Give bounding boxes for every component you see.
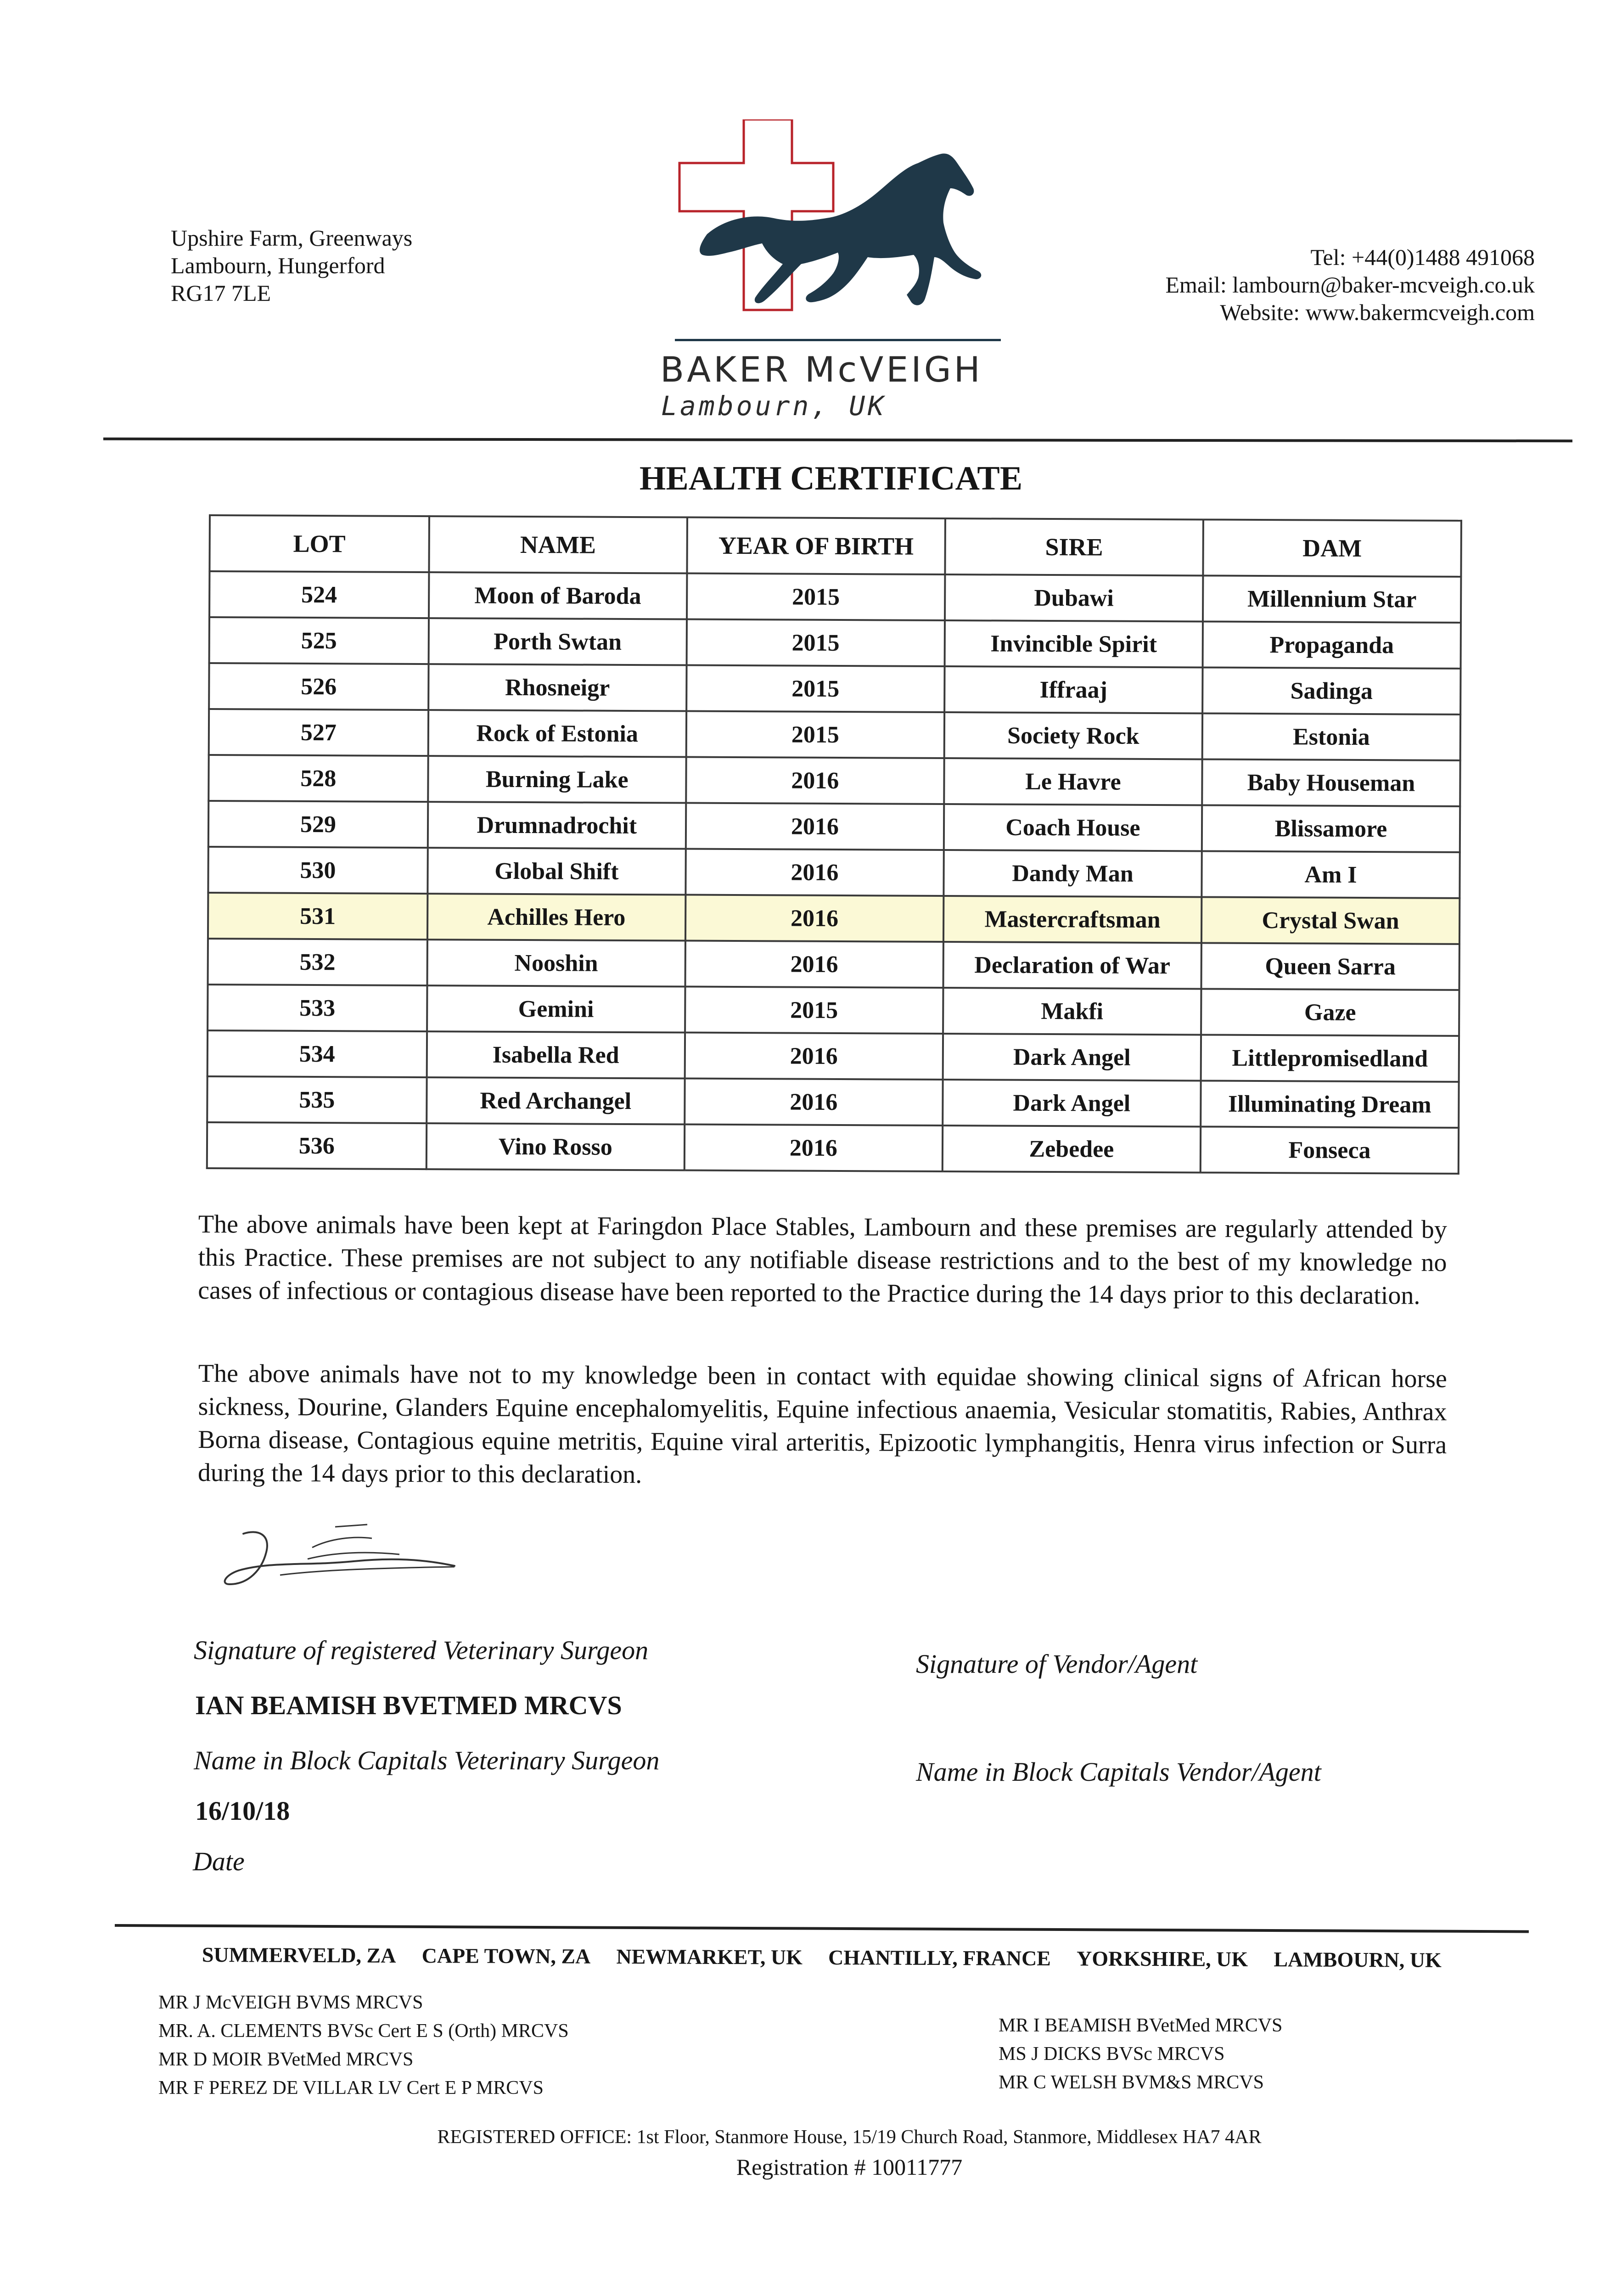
cell-sire: Dark Angel (943, 1034, 1201, 1080)
signature-date: 16/10/18 (195, 1796, 290, 1826)
cell-sire: Makfi (943, 988, 1201, 1035)
cell-year: 2016 (685, 1033, 943, 1080)
table-row (208, 985, 1459, 1036)
cell-lot: 533 (208, 985, 427, 1031)
cell-sire: Invincible Spirit (944, 620, 1202, 667)
contact-tel: Tel: +44(0)1488 491068 (1310, 244, 1535, 270)
cell-name: Rock of Estonia (428, 710, 686, 757)
cell-year: 2015 (686, 665, 944, 712)
cell-sire: Iffraaj (944, 666, 1202, 713)
staff-list-left (158, 1988, 569, 2102)
cell-year: 2016 (686, 803, 944, 850)
table-row (209, 663, 1460, 715)
header-year-of-birth: YEAR OF BIRTH (687, 518, 945, 574)
cell-sire: Society Rock (944, 712, 1202, 759)
staff-item: MR I BEAMISH BVetMed MRCVS (999, 2015, 1283, 2036)
cell-name: Vino Rosso (427, 1123, 685, 1170)
cell-dam: Estonia (1202, 713, 1460, 760)
cell-name: Red Archangel (427, 1077, 685, 1124)
cell-dam: Fonseca (1201, 1126, 1459, 1173)
cell-dam: Gaze (1201, 989, 1459, 1035)
cell-name: Global Shift (427, 848, 685, 895)
cell-sire: Coach House (944, 804, 1202, 851)
cell-name: Drumnadrochit (428, 802, 686, 849)
vet-signature-icon (216, 1515, 473, 1598)
cell-sire: Zebedee (943, 1125, 1201, 1172)
office-item: SUMMERVELD, ZA (202, 1943, 396, 1967)
horse-cross-logo-icon (675, 119, 1005, 349)
registration-number: Registration # 10011777 (736, 2154, 963, 2180)
table-row (209, 571, 1461, 623)
cell-year: 2016 (685, 895, 943, 942)
cross-outline (679, 119, 833, 310)
cell-name: Porth Swtan (428, 618, 686, 665)
staff-item: MR. A. CLEMENTS BVSc Cert E S (Orth) MRCVS (158, 2020, 569, 2042)
cell-dam: Propaganda (1203, 621, 1461, 668)
cell-lot: 531 (208, 893, 427, 940)
cell-lot: 526 (209, 663, 428, 710)
logo-underline (675, 339, 1001, 341)
staff-item: MR F PEREZ DE VILLAR LV Cert E P MRCVS (158, 2077, 544, 2099)
header-dam: DAM (1203, 519, 1461, 576)
cell-lot: 530 (208, 847, 427, 894)
cell-year: 2016 (685, 1125, 943, 1171)
vet-name-label: Name in Block Capitals Veterinary Surgeon (194, 1745, 660, 1775)
table-row (209, 617, 1461, 669)
cell-lot: 527 (209, 709, 428, 756)
staff-item: MR D MOIR BVetMed MRCVS (158, 2049, 414, 2070)
header-name: NAME (429, 516, 687, 573)
practice-contact (1165, 243, 1535, 326)
staff-item: MS J DICKS BVSc MRCVS (999, 2043, 1225, 2065)
footer-divider (115, 1924, 1529, 1933)
table-row (208, 847, 1459, 898)
header-divider (103, 438, 1572, 442)
cell-dam: Queen Sarra (1201, 943, 1459, 990)
staff-item: MR C WELSH BVM&S MRCVS (999, 2072, 1264, 2093)
cell-name: Burning Lake (428, 756, 686, 803)
cell-name: Rhosneigr (428, 664, 686, 711)
table-row (209, 709, 1460, 760)
horse-silhouette (700, 153, 981, 305)
cell-dam: Baby Houseman (1202, 759, 1460, 806)
cell-year: 2016 (685, 1079, 943, 1125)
cell-year: 2015 (686, 711, 944, 758)
office-item: YORKSHIRE, UK (1076, 1947, 1248, 1971)
cell-year: 2016 (686, 757, 944, 804)
cell-year: 2016 (685, 941, 943, 988)
practice-address (171, 224, 412, 307)
declaration-paragraph-2: The above animals have not to my knowledge been in contact with equidae showing clinical signs of African horse sickness, Dourine, Glanders Equine encephalomyelitis, Equine infectious anaemia, Vesicular stomatitis, Rabies, Anthrax Borna disease, Contagious equine metritis, Equine viral arteritis, Epizootic lymphangitis, Henra virus infection or Surra during the 14 days prior to this declaration. (197, 1359, 1447, 1489)
table-row (208, 755, 1460, 806)
cell-dam: Illuminating Dream (1201, 1080, 1459, 1127)
cell-lot: 524 (209, 571, 429, 618)
cell-dam: Sadinga (1202, 667, 1460, 714)
cell-lot: 534 (208, 1030, 427, 1077)
cell-year: 2015 (686, 619, 944, 666)
cell-dam: Crystal Swan (1201, 897, 1459, 944)
staff-list-right (999, 2011, 1282, 2097)
vet-name: IAN BEAMISH BVETMED MRCVS (195, 1690, 622, 1720)
office-item: NEWMARKET, UK (616, 1944, 803, 1969)
cell-lot: 532 (208, 939, 427, 985)
cell-lot: 529 (208, 801, 428, 848)
cell-year: 2015 (685, 987, 943, 1034)
cell-lot: 528 (208, 755, 428, 802)
cell-name: Gemini (427, 985, 685, 1032)
staff-item: MR J McVEIGH BVMS MRCVS (158, 1992, 423, 2013)
cell-year: 2015 (687, 574, 945, 620)
cell-dam: Millennium Star (1203, 575, 1461, 622)
horse-table (206, 514, 1462, 1175)
office-item: CAPE TOWN, ZA (421, 1944, 591, 1968)
cell-lot: 535 (207, 1076, 427, 1123)
cell-name: Isabella Red (427, 1031, 685, 1078)
vet-signature-label: Signature of registered Veterinary Surgeon (194, 1635, 649, 1665)
office-item: CHANTILLY, FRANCE (828, 1945, 1051, 1970)
header-sire: SIRE (945, 518, 1203, 575)
contact-website: Website: www.bakermcveigh.com (1220, 299, 1535, 325)
cell-dam: Am I (1201, 851, 1459, 898)
office-locations (202, 1942, 1442, 1972)
cell-name: Achilles Hero (427, 894, 685, 940)
declaration-paragraph-1: The above animals have been kept at Faringdon Place Stables, Lambourn and these premises are regularly attended by this Practice. These premises are not subject to any notifiable disease restrictions and to the best of my knowledge no cases of infectious or contagious disease have been reported to the Practice during the 14 days prior to this declaration. (198, 1210, 1447, 1310)
address-line-2: Lambourn, Hungerford (171, 253, 385, 278)
vendor-signature-label: Signature of Vendor/Agent (916, 1649, 1198, 1679)
address-line-3: RG17 7LE (171, 280, 271, 306)
office-item: LAMBOURN, UK (1274, 1947, 1442, 1972)
brand-name: BAKER McVEIGH (660, 349, 983, 390)
table-row-highlighted (208, 893, 1459, 944)
table-header-row (209, 515, 1461, 577)
cell-name: Nooshin (427, 940, 685, 986)
table-row (207, 1076, 1459, 1128)
cell-dam: Littlepromisedland (1201, 1035, 1459, 1081)
cell-year: 2016 (685, 849, 943, 896)
cell-name: Moon of Baroda (429, 572, 687, 619)
cell-sire: Mastercraftsman (943, 896, 1201, 943)
table-row (208, 801, 1460, 852)
address-line-1: Upshire Farm, Greenways (171, 225, 413, 251)
cell-sire: Dubawi (945, 574, 1203, 621)
cell-sire: Declaration of War (943, 942, 1201, 989)
cell-lot: 536 (207, 1122, 427, 1169)
vendor-name-label: Name in Block Capitals Vendor/Agent (916, 1757, 1321, 1787)
cell-lot: 525 (209, 617, 429, 664)
cell-dam: Blissamore (1202, 805, 1460, 852)
cell-sire: Dark Angel (943, 1080, 1201, 1126)
table-row (207, 1122, 1459, 1174)
cell-sire: Dandy Man (943, 850, 1201, 897)
table-row (208, 1030, 1459, 1082)
contact-email: Email: lambourn@baker-mcveigh.co.uk (1165, 272, 1535, 298)
date-label: Date (193, 1846, 245, 1876)
document-title: HEALTH CERTIFICATE (639, 460, 1023, 497)
header-lot: LOT (209, 515, 429, 572)
registered-office: REGISTERED OFFICE: 1st Floor, Stanmore House, 15/19 Church Road, Stanmore, Middlesex HA7 4AR (437, 2127, 1262, 2148)
table-row (208, 939, 1459, 990)
brand-location: Lambourn, UK (661, 390, 887, 422)
cell-sire: Le Havre (944, 758, 1202, 805)
